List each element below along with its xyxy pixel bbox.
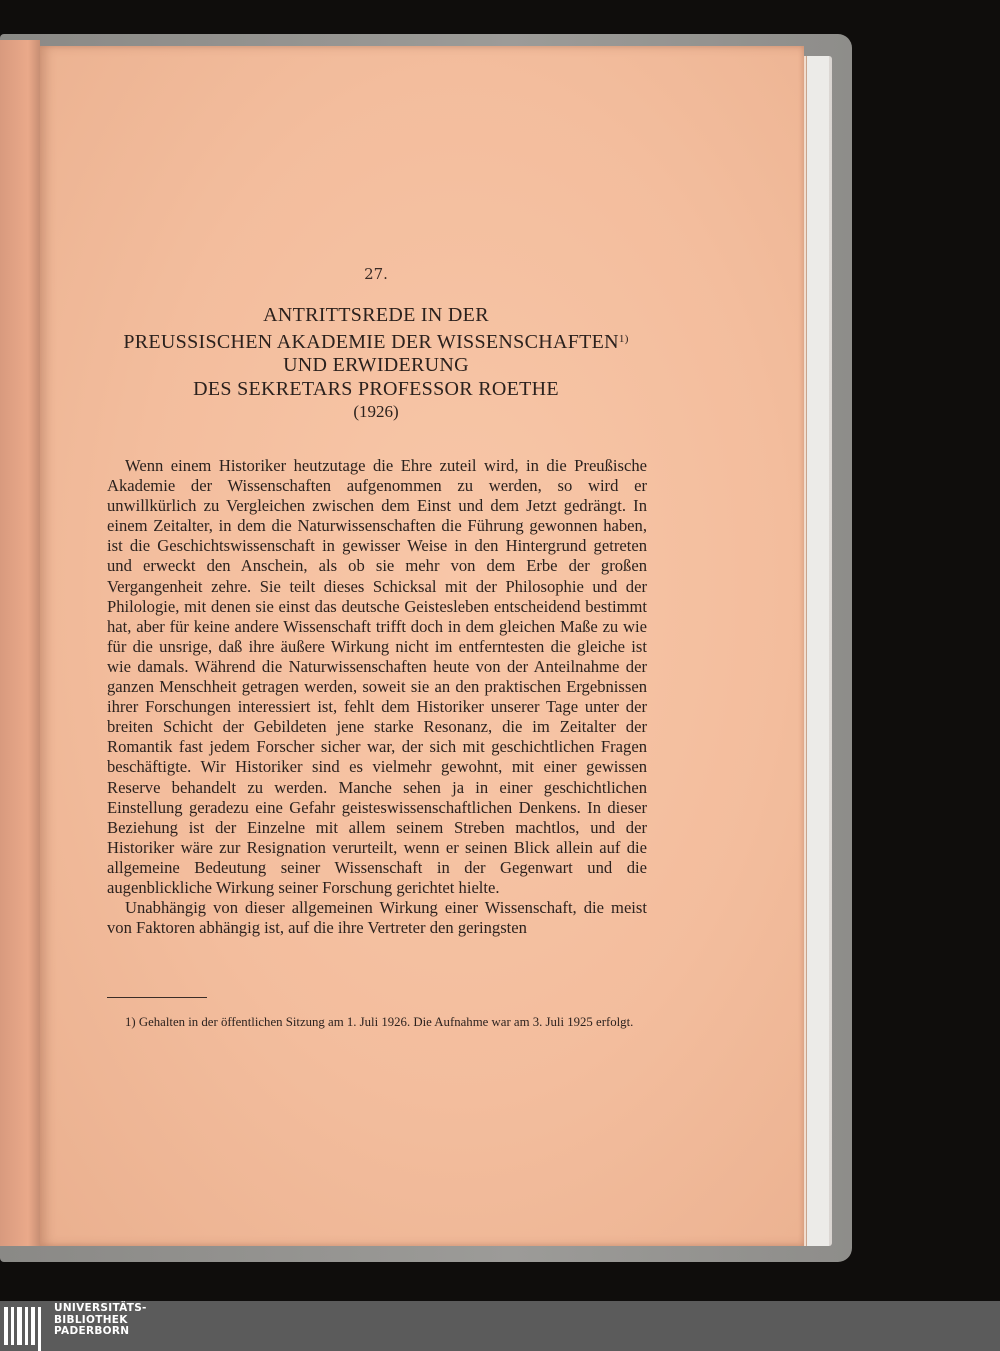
library-name-line: BIBLIOTHEK [54, 1313, 128, 1326]
paragraph: Unabhängig von dieser allgemeinen Wirkung einer Wissenschaft, die meist von Faktoren abhängig ist, auf die ihre Vertreter den geringsten [107, 898, 647, 938]
paragraph: Wenn einem Historiker heutzutage die Ehre zuteil wird, in die Preußische Akademie der Wissenschaften aufgenommen zu werden, so wird er unwillkürlich zu Vergleichen zwischen dem Einst und dem Jetzt gedrängt. In einem Zeitalter, in dem die Naturwissenschaften die Führung gewonnen haben, ist die Geschichtswissenschaft in gewisser Weise in den Hintergrund getreten und erweckt den Anschein, als ob sie mehr von dem Erbe der großen Vergangenheit zehre. Sie teilt dieses Schicksal mit der Philosophie und der Philologie, mit denen sie einst das deutsche Geistesleben entscheidend bestimmt hat, aber für keine andere Wissenschaft trifft doch in dem gleichen Maße zu wie für die unsrige, daß ihre äußere Wirkung nicht im entferntesten die gleiche ist wie damals. Während die Naturwissenschaften heute von der Anteilnahme der ganzen Menschheit getragen werden, soweit sie an den praktischen Ergebnissen ihrer Forschungen interessiert ist, fehlt dem Historiker unserer Tage unter der breiten Schicht der Gebildeten jene starke Resonanz, die im Zeitalter der Romantik fast jedem Forscher sicher war, der sich mit geschichtlichen Fragen beschäftigte. Wir Historiker sind es vielmehr gewohnt, mit einer gewissen Reserve behandelt zu werden. Manche sehen ja in einer geschichtlichen Einstellung geradezu eine Gefahr geisteswissenschaftlichen Denkens. In dieser Beziehung ist der Einzelne mit allem seinem Streben machtlos, und der Historiker wäre zur Resignation verurteilt, wenn er seinen Blick allein auf die allgemeine Bedeutung seiner Wissenschaft in der Gegenwart und die augenblickliche Wirkung seiner Forschung gerichtet hielte. [107, 456, 647, 897]
page-number: 27. [364, 265, 388, 283]
document-title [80, 304, 672, 401]
footnote-divider [107, 997, 207, 998]
title-footnote-marker: 1) [618, 332, 629, 345]
library-name [54, 1303, 147, 1338]
document-year: (1926) [353, 402, 399, 421]
page-sheet [40, 46, 804, 1246]
left-page-edge [0, 40, 40, 1246]
footnote [107, 1012, 647, 1032]
library-logo-icon [4, 1307, 44, 1349]
title-line: UND ERWIDERUNG [283, 354, 469, 376]
title-line: PREUSSISCHEN AKADEMIE DER WISSENSCHAFTEN [123, 330, 619, 353]
library-name-line: PADERBORN [54, 1325, 130, 1337]
library-name-line: UNIVERSITÄTS- [54, 1302, 147, 1314]
title-line: ANTRITTSREDE IN DER [263, 304, 489, 326]
title-line: DES SEKRETARS PROFESSOR ROETHE [193, 377, 559, 400]
library-footer-bar [0, 1301, 1000, 1351]
footnote-text: 1) Gehalten in der öffentlichen Sitzung am 1. Juli 1926. Die Aufnahme war am 3. Juli 1925 erfolgt. [125, 1015, 634, 1029]
body-text [107, 456, 647, 938]
